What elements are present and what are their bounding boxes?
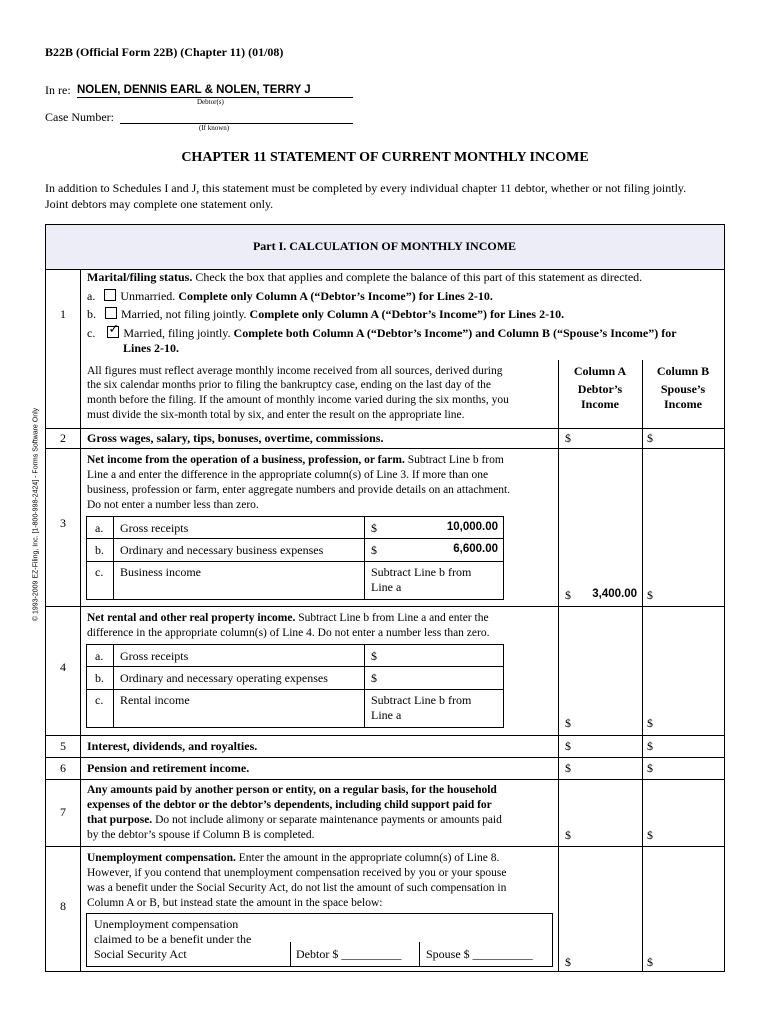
line8-description-2: However, if you contend that unemployment compensation received by you or your spouse	[87, 867, 507, 879]
option-a: a. Unmarried. Complete only Column A (“Debtor’s Income”) for Lines 2-10.	[87, 289, 493, 303]
line3-description-1: Net income from the operation of a business, profession, or farm. Subtract Line b from	[87, 454, 504, 466]
intro-line-1: In addition to Schedules I and J, this statement must be completed by every individual chapter 11 debtor, whether or not filing jointly.	[45, 181, 687, 195]
line3c-label: Business income	[120, 565, 201, 579]
column-b-header: Column B Spouse’s Income	[656, 364, 710, 411]
line8-description-4: Column A or B, but instead state the amount in the space below:	[87, 897, 383, 909]
case-number-label: Case Number:	[45, 110, 114, 124]
line4b-label: Ordinary and necessary operating expenses	[120, 671, 328, 685]
part1-header	[45, 224, 724, 269]
line3-column-b[interactable]: $	[647, 588, 653, 602]
case-number-field[interactable]	[120, 123, 353, 124]
line4c-letter: c.	[95, 693, 104, 707]
intro-line-2: Joint debtors may complete one statement only.	[45, 197, 274, 211]
line1-marital-status: Marital/filing status. Check the box that applies and complete the balance of this part of this statement as directed.	[87, 270, 643, 284]
line-number-1: 1	[60, 307, 66, 321]
if-known-caption: (If known)	[199, 124, 230, 132]
line8-column-b[interactable]: $	[647, 955, 653, 969]
line8-debtor-field[interactable]: Debtor $ __________	[296, 947, 402, 961]
form-id: B22B (Official Form 22B) (Chapter 11) (01/08)	[45, 45, 284, 59]
line3b-expenses-value[interactable]: 6,600.00	[453, 543, 498, 555]
line3b-label: Ordinary and necessary business expenses	[120, 543, 324, 557]
line3c-letter: c.	[95, 565, 104, 579]
line2-label: Gross wages, salary, tips, bonuses, overtime, commissions.	[87, 431, 384, 445]
checkbox-married-joint[interactable]	[107, 322, 120, 338]
checkbox-unmarried[interactable]	[104, 289, 116, 301]
line3-description-2: Line a and enter the difference in the appropriate column(s) of Line 3. If more than one	[87, 469, 489, 481]
line7-description-1: Any amounts paid by another person or entity, on a regular basis, for the household	[87, 784, 497, 796]
line5-label: Interest, dividends, and royalties.	[87, 739, 258, 753]
line4c-instruction-1: Subtract Line b from	[371, 693, 472, 707]
line-number-6: 6	[60, 761, 66, 775]
all-figures-line-1: All figures must reflect average monthly income received from all sources, derived during	[87, 365, 503, 377]
line3-description-4: Do not enter a number less than zero.	[87, 499, 259, 511]
line4b-letter: b.	[95, 671, 104, 685]
line3b-letter: b.	[95, 543, 104, 557]
line-number-7: 7	[60, 805, 66, 819]
line4a-dollar[interactable]: $	[371, 649, 377, 663]
line3a-label: Gross receipts	[120, 521, 189, 535]
line6-column-b[interactable]: $	[647, 761, 653, 775]
line3-column-a-dollar: $	[565, 588, 571, 602]
checkbox-married-not-joint[interactable]	[105, 307, 117, 319]
page-title: CHAPTER 11 STATEMENT OF CURRENT MONTHLY INCOME	[181, 150, 589, 165]
line3a-gross-receipts-value[interactable]: 10,000.00	[446, 521, 498, 533]
line6-column-a[interactable]: $	[565, 761, 571, 775]
line8-description-1: Unemployment compensation. Enter the amount in the appropriate column(s) of Line 8.	[87, 852, 500, 864]
line3c-instruction-1: Subtract Line b from	[371, 565, 472, 579]
line3b-dollar: $	[371, 543, 377, 557]
line7-column-a[interactable]: $	[565, 828, 571, 842]
line8-spouse-field[interactable]: Spouse $ __________	[426, 947, 533, 961]
option-c-continued: Lines 2-10.	[123, 341, 180, 355]
all-figures-line-2: the six calendar months prior to filing the bankruptcy case, ending on the last day of the	[87, 379, 491, 391]
line4a-label: Gross receipts	[120, 649, 189, 663]
column-a-header: Column A Debtor’s Income	[573, 364, 627, 411]
line4-description-2: difference in the appropriate column(s) of Line 4. Do not enter a number less than zero.	[87, 627, 490, 639]
line4-column-a[interactable]: $	[565, 716, 571, 730]
line3a-letter: a.	[95, 521, 104, 535]
line3c-instruction-2: Line a	[371, 580, 402, 594]
all-figures-line-4: must divide the six-month total by six, and enter the result on the appropriate line.	[87, 409, 465, 421]
line4c-instruction-2: Line a	[371, 708, 402, 722]
side-copyright-note: © 1993-2009 EZ-Filing, Inc. [1-800-998-2424] - Forms Software Only	[32, 407, 40, 622]
option-b: b. Married, not filing jointly. Complete only Column A (“Debtor’s Income”) for Lines 2-10.	[87, 307, 565, 321]
debtor-names: NOLEN, DENNIS EARL & NOLEN, TERRY J	[77, 84, 311, 96]
line3-description-3: business, profession or farm, enter aggregate numbers and provide details on an attachment.	[87, 484, 511, 496]
line4c-label: Rental income	[120, 693, 190, 707]
option-c: c. ✓ Married, filing jointly. Complete both Column A (“Debtor’s Income”) and Column B (“Spouse’s Income”) for	[87, 322, 677, 340]
line7-description-3: that purpose. Do not include alimony or separate maintenance payments or amounts paid	[87, 814, 502, 826]
line3-column-a-value[interactable]: 3,400.00	[592, 588, 637, 600]
line-number-5: 5	[60, 739, 66, 753]
line4-description-1: Net rental and other real property income. Subtract Line b from Line a and enter the	[87, 612, 489, 624]
checkmark-icon: ✓	[108, 322, 120, 337]
line4a-letter: a.	[95, 649, 104, 663]
in-re-label: In re:	[45, 83, 71, 97]
line3a-dollar: $	[371, 521, 377, 535]
line2-column-a[interactable]: $	[565, 431, 571, 445]
line-number-3: 3	[60, 516, 66, 530]
line8-box-text-1: Unemployment compensation	[94, 917, 239, 931]
line8-box-text-3: Social Security Act	[94, 947, 187, 961]
line5-column-b[interactable]: $	[647, 739, 653, 753]
debtors-caption: Debtor(s)	[197, 98, 224, 106]
line8-box-text-2: claimed to be a benefit under the	[94, 932, 252, 946]
line8-column-a[interactable]: $	[565, 955, 571, 969]
line7-description-2: expenses of the debtor or the debtor’s dependents, including child support paid for	[87, 799, 492, 811]
line8-description-3: was a benefit under the Social Security Act, do not list the amount of such compensation in	[87, 882, 507, 894]
line-number-2: 2	[60, 431, 66, 445]
all-figures-line-3: month before the filing. If the amount of monthly income varied during the six months, you	[87, 394, 509, 406]
line4b-dollar[interactable]: $	[371, 671, 377, 685]
line7-column-b[interactable]: $	[647, 828, 653, 842]
line2-column-b[interactable]: $	[647, 431, 653, 445]
part1-title: Part I. CALCULATION OF MONTHLY INCOME	[252, 239, 517, 253]
line7-description-4: by the debtor’s spouse if Column B is completed.	[87, 829, 315, 841]
line5-column-a[interactable]: $	[565, 739, 571, 753]
line6-label: Pension and retirement income.	[87, 761, 250, 775]
line4-column-b[interactable]: $	[647, 716, 653, 730]
line-number-4: 4	[60, 660, 66, 674]
line-number-8: 8	[60, 899, 66, 913]
